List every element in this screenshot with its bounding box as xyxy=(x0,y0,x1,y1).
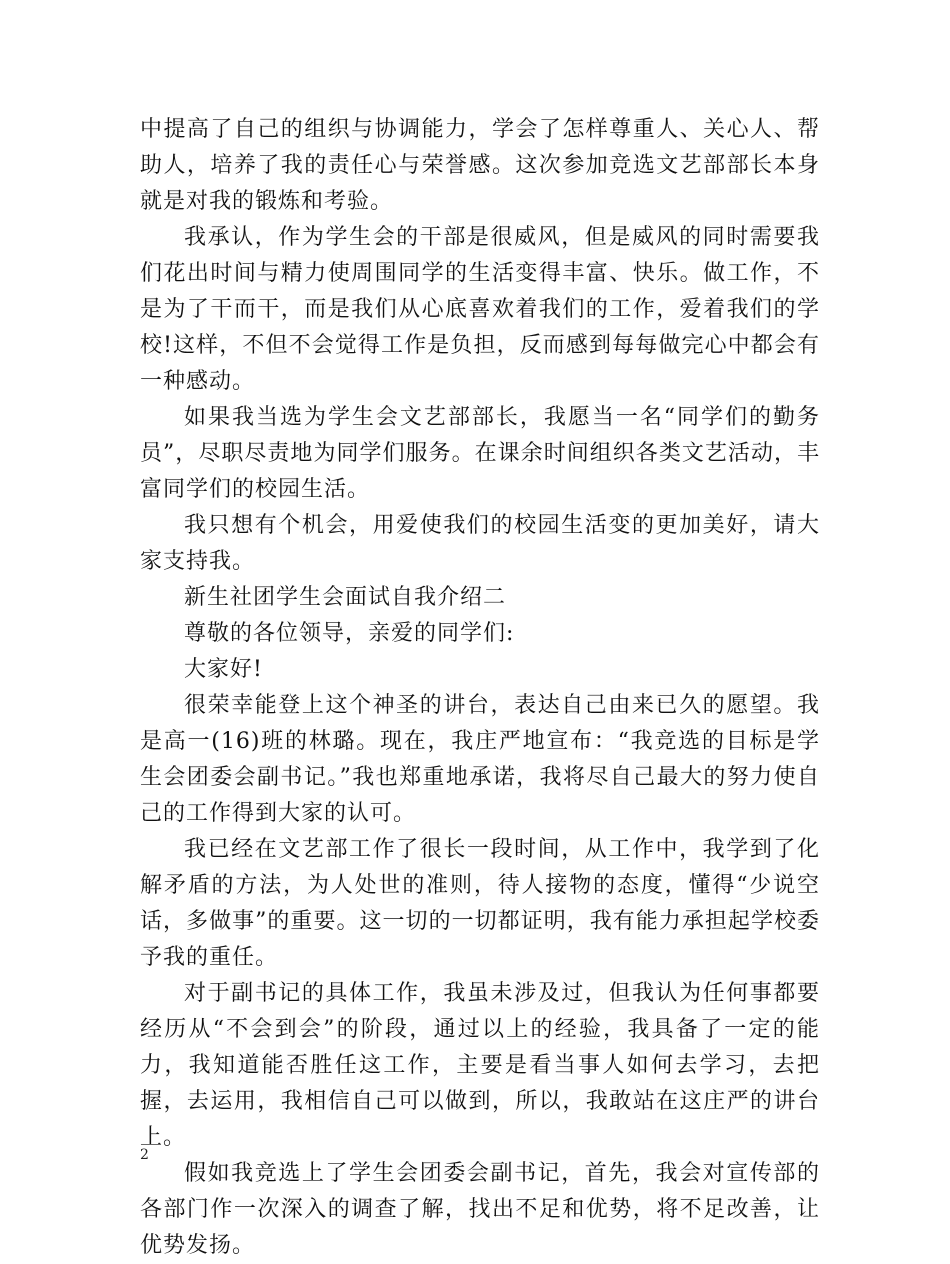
salutation: 尊敬的各位领导，亲爱的同学们: xyxy=(184,621,515,646)
paragraph: 我只想有个机会，用爱使我们的校园生活变的更加美好，请大家支持我。 xyxy=(140,513,820,574)
greeting: 大家好! xyxy=(184,657,263,682)
paragraph: 我承认，作为学生会的干部是很威风，但是威风的同时需要我们花出时间与精力使周围同学的生活变得丰富、快乐。做工作，不是为了干而干，而是我们从心底喜欢着我们的工作，爱着我们的学校!这样，不但不会觉得工作是负担，反而感到每每做完心中都会有一种感动。 xyxy=(140,225,820,394)
section-heading: 新生社团学生会面试自我介绍二 xyxy=(184,585,507,610)
paragraph: 对于副书记的具体工作，我虽未涉及过，但我认为任何事都要经历从“不会到会”的阶段，通过以上的经验，我具备了一定的能力，我知道能否胜任这工作，主要是看当事人如何去学习，去把握，去运用，我相信自己可以做到，所以，我敢站在这庄严的讲台上。 xyxy=(140,981,820,1150)
paragraph: 很荣幸能登上这个神圣的讲台，表达自己由来已久的愿望。我是高一(16)班的林璐。现在，我庄严地宣布：“我竞选的目标是学生会团委会副书记。”我也郑重地承诺，我将尽自己最大的努力使自己的工作得到大家的认可。 xyxy=(140,693,820,826)
document-body xyxy=(140,112,820,1264)
page-number: 2 xyxy=(140,1147,149,1163)
paragraph: 如果我当选为学生会文艺部部长，我愿当一名“同学们的勤务员”，尽职尽责地为同学们服务。在课余时间组织各类文艺活动，丰富同学们的校园生活。 xyxy=(140,405,820,502)
paragraph-continued: 中提高了自己的组织与协调能力，学会了怎样尊重人、关心人、帮助人，培养了我的责任心与荣誉感。这次参加竞选文艺部部长本身就是对我的锻炼和考验。 xyxy=(140,117,820,214)
paragraph: 假如我竞选上了学生会团委会副书记，首先，我会对宣传部的各部门作一次深入的调查了解，找出不足和优势，将不足改善，让优势发扬。 xyxy=(140,1161,820,1258)
paragraph: 我已经在文艺部工作了很长一段时间，从工作中，我学到了化解矛盾的方法，为人处世的准则，待人接物的态度，懂得“少说空话，多做事”的重要。这一切的一切都证明，我有能力承担起学校委予我的重任。 xyxy=(140,837,820,970)
